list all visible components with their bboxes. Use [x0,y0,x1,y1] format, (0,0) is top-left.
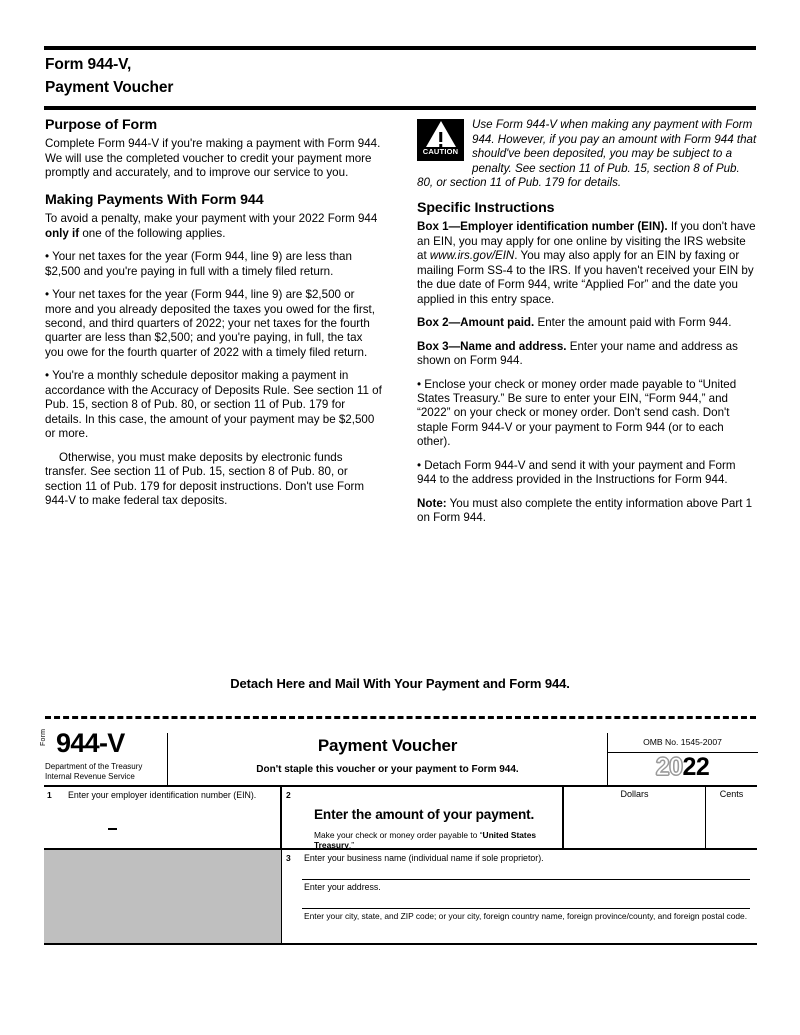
box-2-number: 2 [286,790,291,800]
payable-note-pre: Make your check or money order payable to “ [314,830,483,840]
box-1-label: Enter your employer identification number (EIN). [68,790,257,800]
paragraph-purpose: Complete Form 944-V if you're making a payment with Form 944. We will use the completed voucher to credit your payment more promptly and accurately, and to improve our service to you. [45,137,381,180]
instructions-right-column [417,118,757,535]
making-intro-post: one of the following applies. [79,226,226,240]
paragraph-box2 [417,316,757,330]
tax-year-prefix: 20 [655,753,683,781]
voucher-box-2-amount[interactable] [282,787,564,848]
box3-lead-bold: Box 3—Name and address. [417,339,567,353]
header-rule-bottom [44,106,756,110]
heading-purpose-of-form: Purpose of Form [45,117,158,133]
voucher-header-row [40,728,757,785]
paragraph-box1 [417,220,757,307]
amount-dollars-field[interactable] [564,787,706,848]
tax-year-suffix: 22 [682,753,710,781]
box2-lead-bold: Box 2—Amount paid. [417,316,535,330]
box-2-payable-note [314,830,562,850]
bullet-monthly-depositor: • You're a monthly schedule depositor making a payment in accordance with the Accuracy of Deposits Rule. See section 11 of Pub. 15, section 8 of Pub. 80, or section 11 of Pub. 179 for details. In this case, the amount of your payment may be $2,500 or more. [45,369,382,441]
paragraph-otherwise: Otherwise, you must make deposits by electronic funds transfer. See section 11 of Pub. 15, section 8 of Pub. 80, or section 11 of Pub. 179 for deposit instructions. Don't use Form 944-V to make federal tax deposits. [45,450,365,507]
box-3-rule-2 [302,908,750,909]
caution-icon-caption: CAUTION [422,147,459,157]
instructions-left-column [45,118,383,517]
cents-header: Cents [719,789,744,799]
payable-note-payee: United States Treasury [314,830,537,850]
paragraph-note [417,497,757,526]
voucher-form-number: 944-V [56,728,125,758]
box1-text-b: . You may also apply for an EIN by faxing or mailing Form SS-4 to the IRS. If you haven't received your EIN by the due date of Form 944, write “Applied For” and the date you applied in this entry space. [417,249,754,306]
amount-cents-field[interactable] [706,787,757,848]
caution-exclamation-stem [439,132,443,142]
box2-text: Enter the amount paid with Form 944. [534,316,732,330]
heading-specific-instructions: Specific Instructions [417,199,555,216]
page-title-line-2: Payment Voucher [45,79,174,96]
voucher-subtitle: Don't staple this voucher or your payment to Form 944. [256,764,519,775]
agency-line-1: Department of the Treasury [45,762,143,771]
irs-ein-url: www.irs.gov/EIN [429,249,515,263]
box-1-number: 1 [47,790,52,800]
voucher-address-row [44,848,757,945]
voucher-agency [45,762,142,781]
note-text: You must also complete the entity information above Part 1 on Form 944. [417,496,753,525]
making-intro-bold: only if [45,226,80,240]
voucher-omb-block [607,733,757,785]
box-3-city-state-zip-label: Enter your city, state, and ZIP code; or your city, foreign country name, foreign province/county, and foreign postal code. [304,911,748,921]
box-3-number: 3 [286,853,291,863]
bullet-enclose-check: • Enclose your check or money order made payable to “United States Treasury.” Be sure to enter your EIN, “Form 944,” and “2022” on your check or money order. Don't send cash. Don't staple Form 944-V or your payment to Form 944 (or to each other). [417,377,737,449]
caution-icon [417,119,464,161]
bullet-detach-voucher: • Detach Form 944-V and send it with your payment and Form 944 to the address provided in the Instructions for Form 944. [417,458,736,487]
paragraph-making-intro [45,212,383,241]
bullet-net-taxes-more: • Your net taxes for the year (Form 944, line 9) are $2,500 or more and you already deposited the taxes you owed for the first, second, and third quarters of 2022; your net taxes for the fourth quarter are less than $2,500; and you're paying, in full, the tax you owe for the fourth quarter of 2022 with a timely filed return. [45,288,375,359]
voucher-title-block [168,733,607,785]
page-title [45,53,445,99]
paragraph-box3 [417,340,757,369]
voucher-form-word: Form [40,728,47,746]
agency-line-2: Internal Revenue Service [45,771,135,781]
voucher-title: Payment Voucher [317,736,458,755]
box-3-address-label: Enter your address. [304,882,381,892]
box3-text: Enter your name and address as shown on Form 944. [417,339,738,368]
caution-text: Use Form 944-V when making any payment with Form 944. However, if you pay an amount with Form 944 that should've been deposited, you may be subject to a penalty. See section 11 of Pub. 15, section 8 of Pub. 80, or section 11 of Pub. 179 for details. [417,118,757,190]
voucher-form-identity [40,728,168,785]
payment-voucher [40,728,757,945]
header-rule-top [44,46,756,50]
box-3-business-name-label: Enter your business name (individual name if sole proprietor). [304,853,544,863]
voucher-box-3-name-address[interactable] [282,850,757,943]
tax-year [608,752,757,783]
heading-making-payments: Making Payments With Form 944 [45,191,264,208]
box1-lead-bold: Box 1—Employer identification number (EIN). [417,220,668,234]
shaded-block [44,850,282,943]
ein-separator-dash [108,828,117,830]
voucher-entry-row [44,785,757,848]
dollars-header: Dollars [620,789,649,799]
box-3-rule-1 [302,879,750,880]
note-label: Note: [417,496,447,510]
bullet-net-taxes-less: • Your net taxes for the year (Form 944, line 9) are less than $2,500 and you're paying in full with a timely filed return. [45,250,352,278]
box1-text-a: If you don't have an EIN, you may apply for one online by visiting the IRS website at [417,220,756,263]
making-intro-pre: To avoid a penalty, make your payment with your 2022 Form 944 [45,212,378,226]
box-2-title: Enter the amount of your payment. [314,807,535,822]
caution-block [417,118,757,191]
voucher-box-1-ein[interactable] [44,787,282,848]
detach-dashed-line [45,716,756,719]
page-title-line-1: Form 944-V, [45,56,132,73]
omb-number: OMB No. 1545-2007 [643,737,722,747]
payable-note-post: .” [348,840,355,850]
detach-instruction: Detach Here and Mail With Your Payment and Form 944. [230,676,570,691]
